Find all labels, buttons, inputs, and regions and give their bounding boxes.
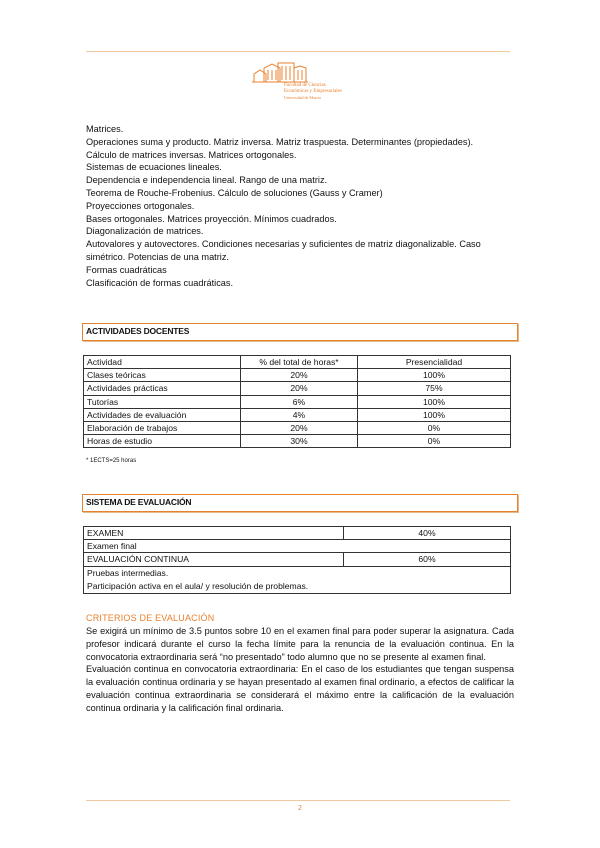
topics-list	[86, 123, 516, 289]
topic-item: Operaciones suma y producto. Matriz inversa. Matriz traspuesta. Determinantes (propiedades).	[86, 136, 474, 147]
table-cell: 4%	[241, 408, 358, 421]
header-cell: % del total de horas*	[241, 356, 358, 369]
header-rule	[86, 51, 510, 52]
criteria-text	[86, 625, 514, 715]
footer-rule	[86, 800, 510, 801]
table-cell: 20%	[241, 421, 358, 434]
topic-item: simétrico. Potencias de una matriz.	[86, 251, 229, 262]
exam-label: EXAMEN	[84, 527, 344, 540]
table-cell: 6%	[241, 395, 358, 408]
header-cell: Actividad	[84, 356, 241, 369]
table-row	[84, 527, 511, 540]
table-row	[84, 421, 511, 434]
table-header-row	[84, 356, 511, 369]
evaluation-section-title: SISTEMA DE EVALUACIÓN	[86, 497, 192, 507]
exam-description: Examen final	[84, 540, 511, 553]
continuous-desc-line1: Pruebas intermedias.	[87, 567, 169, 578]
table-row	[84, 408, 511, 421]
continuous-label: EVALUACIÓN CONTINUA	[84, 553, 344, 566]
table-cell: 20%	[241, 382, 358, 395]
table-cell: Horas de estudio	[84, 435, 241, 448]
table-cell: Tutorías	[84, 395, 241, 408]
header-cell: Presencialidad	[358, 356, 511, 369]
topic-item: Clasificación de formas cuadráticas.	[86, 277, 234, 288]
table-cell: 100%	[358, 395, 511, 408]
continuous-description	[84, 566, 511, 593]
topic-item: Teorema de Rouche-Frobenius. Cálculo de soluciones (Gauss y Cramer)	[86, 187, 383, 198]
table-row	[84, 566, 511, 593]
table-cell: Elaboración de trabajos	[84, 421, 241, 434]
table-cell: 100%	[358, 369, 511, 382]
topic-item: Dependencia e independencia lineal. Rango de una matriz.	[86, 175, 328, 186]
topic-item: Sistemas de ecuaciones lineales.	[86, 162, 222, 173]
table-cell: 75%	[358, 382, 511, 395]
criteria-paragraph: Se exigirá un mínimo de 3.5 puntos sobre 10 en el examen final para poder superar la asignatura. Cada profesor indicará durante el curso la fecha límite para la renuncia de la evaluación continua. En la convocatoria extraordinaria será “no presentado” todo alumno que no se presente al examen final.	[86, 626, 514, 662]
criteria-paragraph: Evaluación continua en convocatoria extraordinaria: En el caso de los estudiantes que tengan suspensa la evaluación continua ordinaria y se hayan presentado al examen final ordinario, a efectos de calificar la evaluación continua extraordinaria se considerará el máximo entre la calificación de la evaluación continua ordinaria y la calificación final ordinaria.	[86, 664, 514, 713]
continuous-value: 60%	[344, 553, 511, 566]
activities-section-title: ACTIVIDADES DOCENTES	[86, 326, 190, 336]
table-row	[84, 395, 511, 408]
table-cell: Actividades prácticas	[84, 382, 241, 395]
faculty-logo	[250, 60, 340, 108]
table-row	[84, 435, 511, 448]
table-row	[84, 382, 511, 395]
logo-text-line3: Universidad de Murcia	[284, 95, 321, 100]
activities-table	[83, 355, 511, 448]
topic-item: Matrices.	[86, 124, 124, 134]
topic-item: Diagonalización de matrices.	[86, 226, 204, 237]
topic-item: Cálculo de matrices inversas. Matrices ortogonales.	[86, 149, 297, 160]
table-cell: Actividades de evaluación	[84, 408, 241, 421]
activities-section-header	[82, 323, 518, 341]
table-row	[84, 540, 511, 553]
ects-footnote: * 1ECTS=25 horas	[86, 458, 137, 464]
table-cell: 20%	[241, 369, 358, 382]
logo-text-line1: Facultad de Ciencias	[284, 83, 326, 88]
table-cell: 0%	[358, 435, 511, 448]
evaluation-section-header	[82, 494, 518, 512]
topic-item: Formas cuadráticas	[86, 264, 167, 275]
topic-item: Bases ortogonales. Matrices proyección. Mínimos cuadrados.	[86, 213, 337, 224]
table-cell: Clases teóricas	[84, 369, 241, 382]
table-cell: 100%	[358, 408, 511, 421]
table-row	[84, 553, 511, 566]
topic-item: Autovalores y autovectores. Condiciones necesarias y suficientes de matriz diagonalizable. Caso	[86, 239, 481, 250]
evaluation-table	[83, 526, 511, 594]
page-number: 2	[298, 805, 302, 812]
table-row	[84, 369, 511, 382]
topic-item: Proyecciones ortogonales.	[86, 200, 195, 211]
table-cell: 30%	[241, 435, 358, 448]
continuous-desc-line2: Participación activa en el aula/ y resolución de problemas.	[87, 580, 309, 591]
table-cell: 0%	[358, 421, 511, 434]
criteria-title: CRITERIOS DE EVALUACIÓN	[86, 613, 215, 623]
exam-value: 40%	[344, 527, 511, 540]
logo-text-line2: Económicas y Empresariales	[284, 89, 342, 94]
